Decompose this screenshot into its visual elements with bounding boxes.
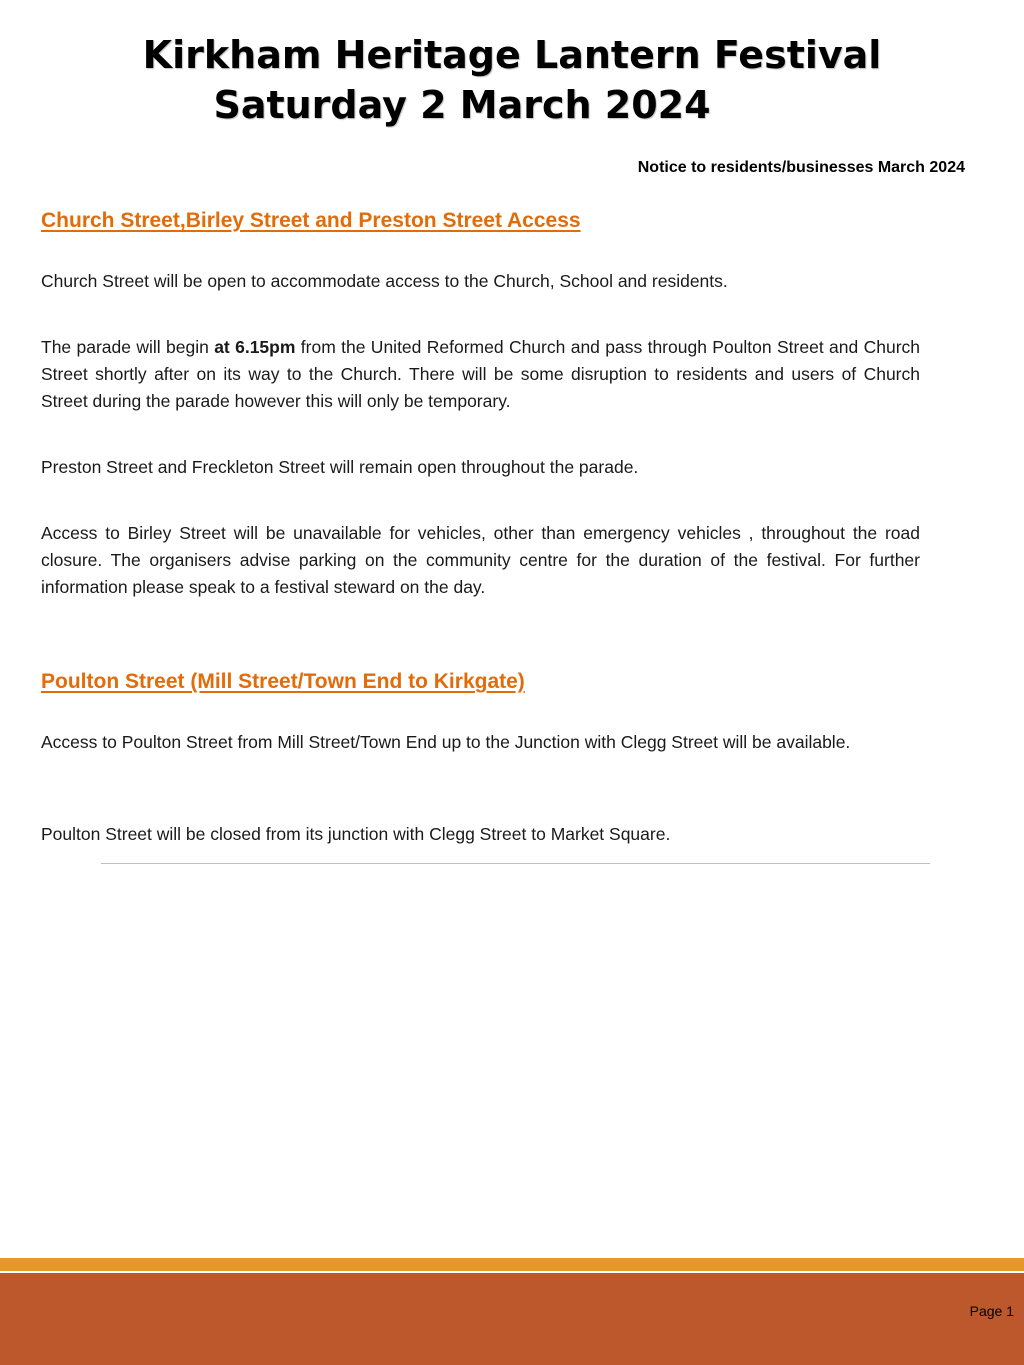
horizontal-divider (101, 863, 930, 864)
notice-subtitle: Notice to residents/businesses March 2024 (637, 159, 965, 176)
section-heading-poulton-street: Poulton Street (Mill Street/Town End to Kirkgate) (41, 670, 525, 693)
paragraph-preston-street-open: Preston Street and Freckleton Street will remain open throughout the parade. (41, 457, 639, 477)
paragraph-poulton-street-access: Access to Poulton Street from Mill Street/Town End up to the Junction with Clegg Street will be available. (41, 732, 851, 752)
paragraph-parade-start (41, 334, 920, 415)
paragraph-birley-street-access: Access to Birley Street will be unavailable for vehicles, other than emergency vehicles , throughout the road closure. The organisers advise parking on the community centre for the duration of the festival. For further information please speak to a festival steward on the day. (41, 523, 920, 597)
paragraph-poulton-street-closed: Poulton Street will be closed from its junction with Clegg Street to Market Square. (41, 824, 671, 844)
footer-band (0, 1258, 1024, 1365)
section-heading-church-street: Church Street,Birley Street and Preston Street Access (41, 209, 581, 232)
parade-start-time: at 6.15pm (214, 337, 296, 357)
parade-text-before: The parade will begin (41, 337, 215, 357)
footer-accent-stripe (0, 1258, 1024, 1273)
paragraph-church-street-open: Church Street will be open to accommodate access to the Church, School and residents. (41, 271, 728, 291)
page-title-line-1: Kirkham Heritage Lantern Festival (142, 33, 882, 77)
page-number: Page 1 (969, 1303, 1014, 1319)
page-title-line-2: Saturday 2 March 2024 (213, 83, 711, 127)
parade-text-after: from the United Reformed Church and pass through Poulton Street and Church Street shortly after on its way to the Church. There will be some disruption to residents and users of Church Street during the parade however this will only be temporary. (41, 337, 921, 411)
